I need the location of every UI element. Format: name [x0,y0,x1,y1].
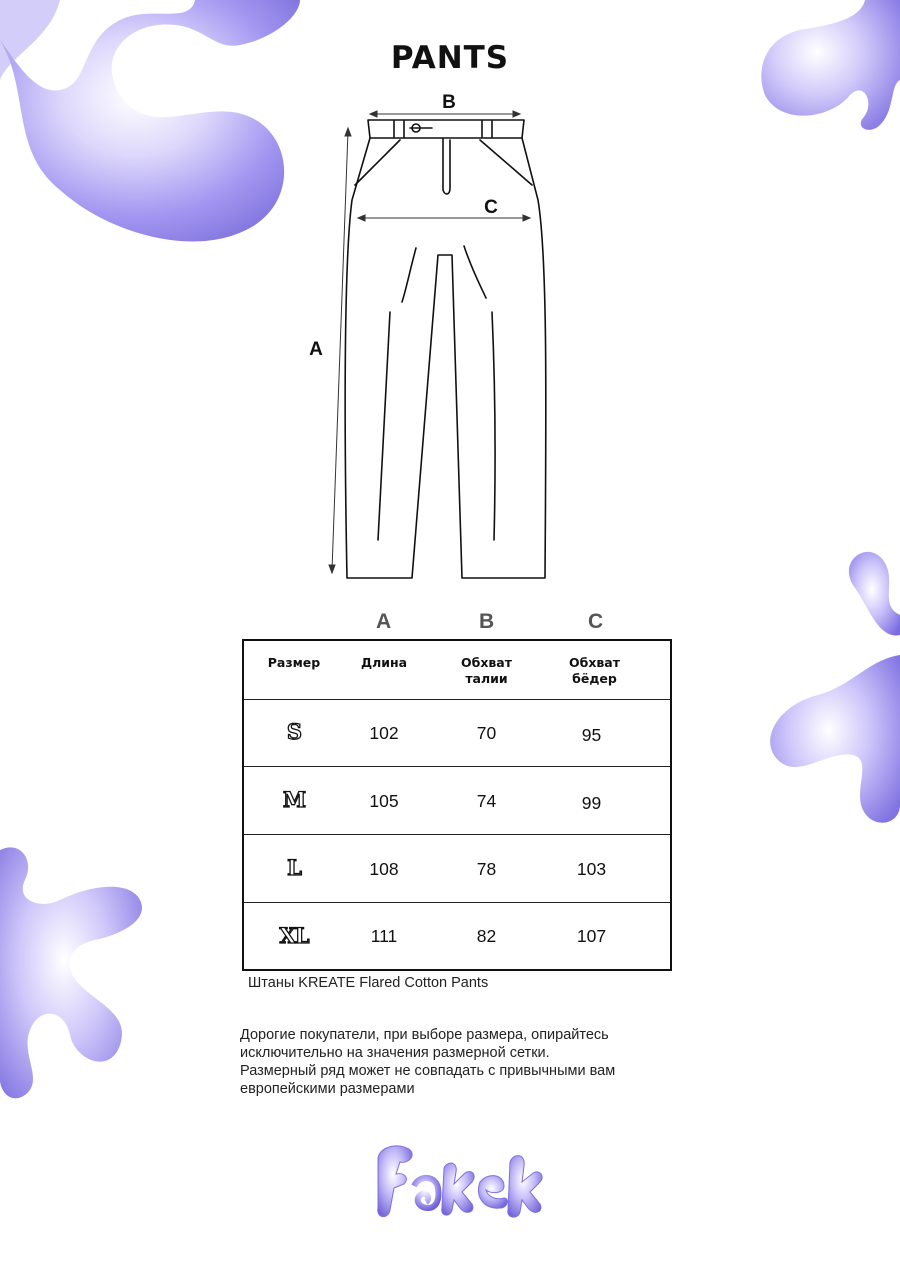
waist-value: 70 [476,723,497,743]
header-hip-line1: Обхват [568,655,620,670]
table-row [244,903,670,969]
size-label: S [286,719,302,744]
note-line-1: Дорогие покупатели, при выборе размера, опирайтесь [240,1027,609,1043]
pants-diagram [300,88,600,598]
waist-value: 82 [476,926,497,946]
table-row [244,767,670,835]
header-waist-line2: талии [465,671,508,686]
hip-value: 107 [576,926,607,946]
size-label: M [282,787,306,812]
waist-value: 78 [476,859,497,879]
length-value: 102 [369,723,399,743]
column-letter-b: B [479,610,495,633]
column-letter-a: A [376,610,392,633]
chrome-blob-bottom-left-icon [0,840,150,1100]
hip-value: 103 [576,859,607,879]
header-hip-line2: бёдер [572,671,617,686]
diagram-label-c: C [484,197,498,218]
note-line-3: Размерный ряд может не совпадать с привычными вам [240,1063,616,1079]
diagram-label-b: B [442,92,456,113]
header-waist-line1: Обхват [460,655,512,670]
column-letter-c: C [588,610,604,633]
size-label: L [287,855,301,880]
header-length: Длина [360,655,408,670]
pants-outline [345,120,546,578]
size-table [242,639,672,971]
table-row [244,700,670,767]
header-waist [444,655,529,687]
chrome-blob-right-icon [758,545,900,830]
table-header-row [244,641,670,700]
waist-value: 74 [476,791,497,811]
hip-value: 99 [581,793,602,813]
table-row [244,835,670,903]
product-caption: Штаны KREATE Flared Cotton Pants [248,975,489,991]
header-hip [552,655,637,687]
length-value: 108 [369,859,399,879]
header-size: Размер [267,655,321,670]
length-value: 105 [369,791,399,811]
note-line-2: исключительно на значения размерной сетки. [240,1045,550,1061]
diagram-label-a: A [309,339,323,360]
size-label: XL [279,923,309,948]
hip-value: 95 [581,725,602,745]
length-value: 111 [370,926,398,946]
brand-logo-icon [370,1138,550,1228]
page-title: PANTS [390,40,510,76]
size-note [240,1026,680,1098]
note-line-4: европейскими размерами [240,1081,415,1097]
